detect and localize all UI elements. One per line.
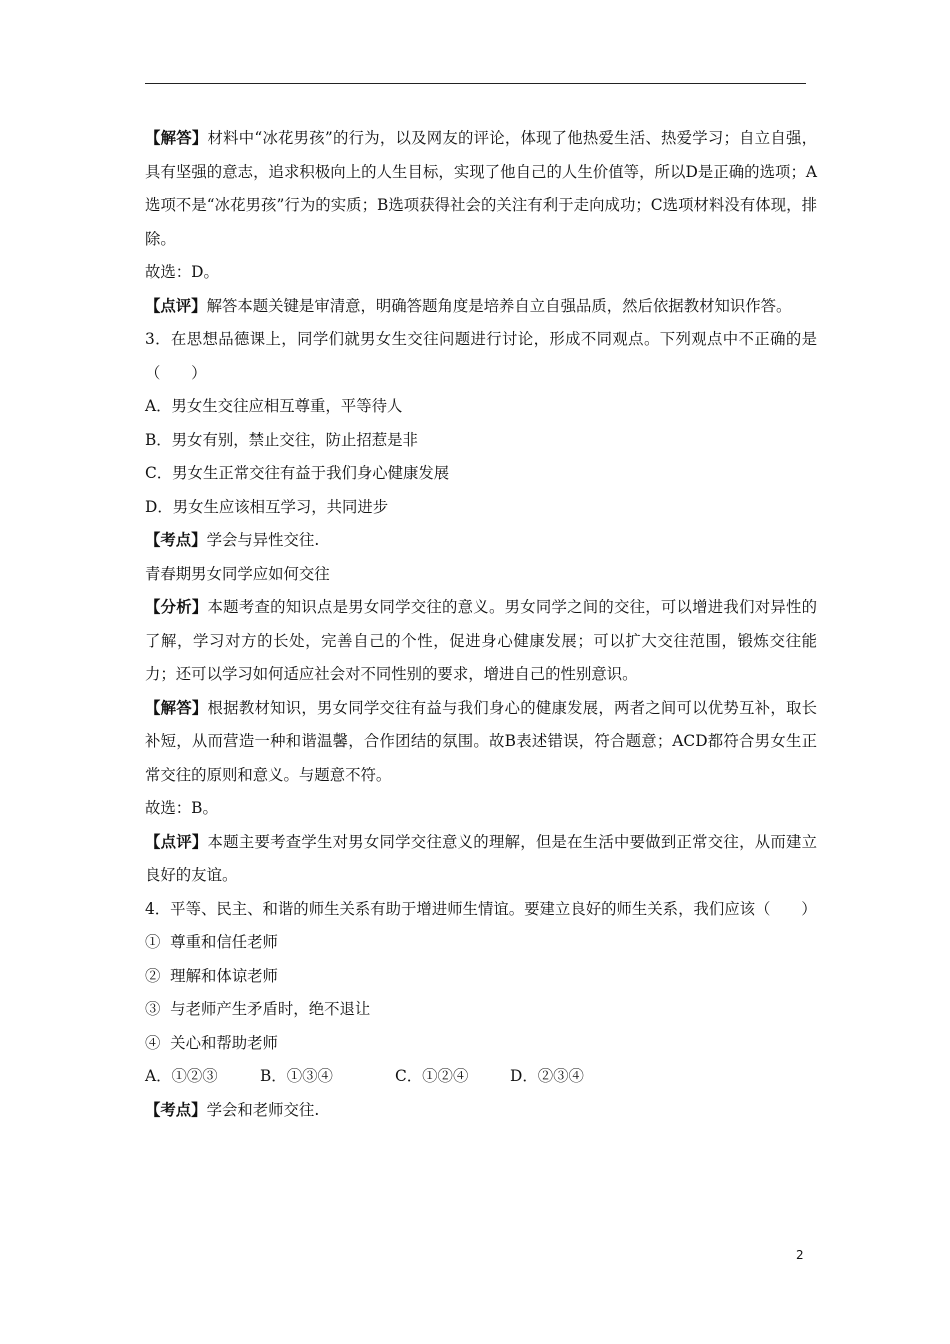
- answer-paragraph: [145, 122, 817, 256]
- comment-tag: 【点评】: [145, 296, 207, 315]
- option-b-text: B．男女有别，禁止交往，防止招惹是非: [145, 430, 418, 449]
- question-4: [145, 893, 817, 927]
- answer-option-c: C．①②④: [395, 1067, 469, 1085]
- comment-paragraph-2: [145, 826, 817, 893]
- answer-tag: 【解答】: [145, 129, 208, 147]
- answer-text: 材料中“冰花男孩”的行为，以及网友的评论，体现了他热爱生活、热爱学习；自立自强，具有坚强的意志，追求积极向上的人生目标，实现了他自己的人生价值等，所以D是正确的选项；A选项不是“冰花男孩”行为的实质；B选项获得社会的关注有利于走向成功；C选项材料没有体现，排除。: [145, 129, 817, 248]
- subtopic-text: 青春期男女同学应如何交往: [145, 564, 330, 583]
- document-body: [145, 122, 817, 1127]
- answer-options: [145, 1060, 817, 1094]
- question-4-text: 4．平等、民主、和谐的师生关系有助于增进师生情谊。要建立良好的师生关系，我们应该（ ）: [145, 899, 817, 918]
- header-rule: [145, 83, 806, 84]
- answer-text-2: 根据教材知识，男女同学交往有益与我们身心的健康发展，两者之间可以优势互补，取长补短，从而营造一种和谐温馨，合作团结的氛围。故B表述错误，符合题意；ACD都符合男女生正常交往的原则和意义。与题意不符。: [145, 698, 817, 784]
- option-a-text: A．男女生交往应相互尊重，平等待人: [145, 397, 403, 415]
- statement-1-text: ① 尊重和信任老师: [145, 933, 278, 951]
- topic-line: [145, 524, 817, 558]
- answer-tag-2: 【解答】: [145, 698, 208, 717]
- topic-line-2: [145, 1094, 817, 1128]
- statement-2-text: ② 理解和体谅老师: [145, 966, 278, 985]
- statement-4-text: ④ 关心和帮助老师: [145, 1033, 278, 1052]
- topic-tag: 【考点】: [145, 531, 207, 549]
- topic-tag-2: 【考点】: [145, 1100, 207, 1119]
- analysis-text: 本题考查的知识点是男女同学交往的意义。男女同学之间的交往，可以增进我们对异性的了解，学习对方的长处，完善自己的个性，促进身心健康发展；可以扩大交往范围，锻炼交往能力；还可以学习如何适应社会对不同性别的要求，增进自己的性别意识。: [145, 598, 817, 683]
- page-number: 2: [796, 1248, 804, 1262]
- comment-tag-2: 【点评】: [145, 832, 208, 851]
- choice-line: [145, 256, 817, 290]
- statement-3: [145, 993, 817, 1027]
- analysis-tag: 【分析】: [145, 598, 208, 616]
- topic-text: 学会与异性交往.: [206, 531, 320, 549]
- topic-text-2: 学会和老师交往.: [206, 1100, 320, 1119]
- statement-3-text: ③ 与老师产生矛盾时，绝不退让: [145, 1000, 371, 1018]
- comment-text-2: 本题主要考查学生对男女同学交往意义的理解，但是在生活中要做到正常交往，从而建立良好的友谊。: [145, 832, 817, 884]
- comment-text: 解答本题关键是审清意，明确答题角度是培养自立自强品质，然后依据教材知识作答。: [206, 296, 792, 315]
- option-b: [145, 424, 817, 458]
- answer-paragraph-2: [145, 692, 817, 793]
- answer-option-d: D．②③④: [510, 1067, 584, 1085]
- analysis-paragraph: [145, 591, 817, 692]
- choice-text-2: 故选：B。: [145, 799, 218, 817]
- option-c: [145, 457, 817, 491]
- choice-line-2: [145, 792, 817, 826]
- question-3: [145, 323, 817, 390]
- statement-4: [145, 1027, 817, 1061]
- option-d-text: D．男女生应该相互学习，共同进步: [145, 497, 389, 516]
- answer-option-a: A．①②③: [145, 1067, 218, 1085]
- subtopic-line: [145, 558, 817, 592]
- statement-1: [145, 926, 817, 960]
- option-c-text: C．男女生正常交往有益于我们身心健康发展: [145, 464, 450, 482]
- option-d: [145, 491, 817, 525]
- statement-2: [145, 960, 817, 994]
- question-3-text: 3．在思想品德课上，同学们就男女生交往问题进行讨论，形成不同观点。下列观点中不正确的是（ ）: [145, 330, 817, 382]
- choice-text: 故选：D。: [145, 263, 219, 281]
- answer-option-b: B．①③④: [260, 1067, 333, 1085]
- comment-paragraph: [145, 290, 817, 324]
- option-a: [145, 390, 817, 424]
